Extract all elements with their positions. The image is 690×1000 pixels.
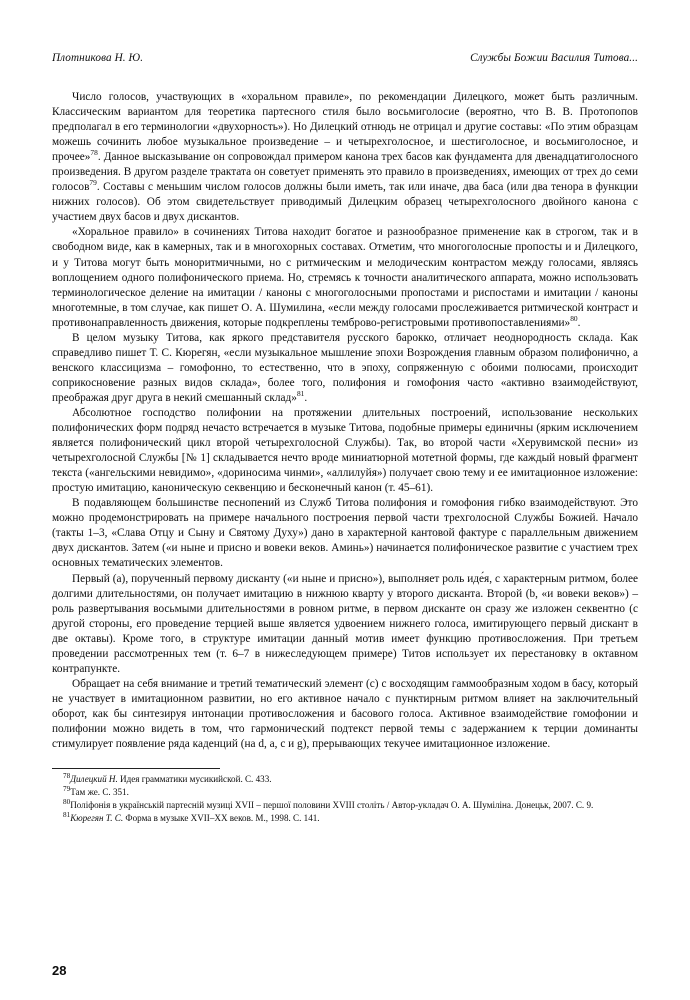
footnote-80-text: Поліфонія в українській партесній музиці XVII – першої половини XVIII століть / Автор-укладач О. А. Шуміліна. Донецьк, 2007. С. 9.	[70, 799, 594, 810]
footnote-78-text: Идея грамматики мусикийской. С. 433.	[117, 774, 272, 785]
footnotes	[52, 768, 638, 824]
paragraph-4: Абсолютное господство полифонии на протяжении длительных построений, использование нескольких полифонических форм подряд нечасто встречается в музыке Титова, подобные примеры единичны (ярким исключением является полифонический цикл второй четырехголосной Службы). Так, во второй части «Херувимской песни» из четырехголосной Службы [№ 1] складывается нечто вроде миниатюрной мотетной формы, где каждый новый фрагмент текста («ангельскими невидимо», «дориносима чинми», «аллилуйя») получает свою тему и ее имитационное изложение: простую имитацию, каноническую секвенцию и бесконечный канон (т. 45–61).	[52, 406, 638, 495]
footnote-marker-80: 80	[570, 313, 578, 323]
footnote-78	[52, 774, 638, 786]
running-head	[52, 52, 638, 64]
running-head-title: Службы Божии Василия Титова...	[470, 52, 638, 64]
footnote-79-number: 79	[63, 784, 71, 793]
footnote-81-number: 81	[63, 810, 71, 819]
footnote-separator	[52, 768, 220, 769]
footnote-81-text: Форма в музыке XVII–XX веков. М., 1998. С. 141.	[123, 812, 320, 823]
footnote-78-number: 78	[63, 772, 71, 781]
paragraph-6: Первый (a), порученный первому дисканту («и ныне и присно»), выполняет роль иде́я, с характерным ритмом, более долгими длительностями, он получает имитацию в нижнюю кварту у второго дисканта. Второй (b, «и вовеки веков») – роль развертывания восьмыми длительностями в ровном ритме, в первом дисканте он сразу же изложен секвентно (с другой стороны, его проведение терцией выше является удвоением нижнего голоса, имитирующего первый дискант в две октавы). Кроме того, в структуре имитации данный мотив имеет функцию противосложения. При третьем проведении рассмотренных тем (т. 6–7 в нижеследующем примере) Титов использует их перестановку в октавном контрапункте.	[52, 572, 638, 675]
paragraph-1-text: Число голосов, участвующих в «хоральном правиле», по рекомендации Дилецкого, может быть различным. Классическим вариантом для теоретика партесного стиля было восьмиголосие (вероятно, что В. В. Протопопов предполагал в его терминологии «двухорность»). Но Дилецкий отнюдь не отрицал и другие составы: «По этим образцам можешь сочинить любое музыкальное произведение – и четырехголосное, и шестиголосное, и восьмиголосное, и прочее»	[52, 91, 638, 164]
paragraph-1: Число голосов, участвующих в «хоральном правиле», по рекомендации Дилецкого, может быть различным. Классическим вариантом для теоретика партесного стиля было восьмиголосие (вероятно, что В. В. Протопопов предполагал в его терминологии «двухорность»). Но Дилецкий отнюдь не отрицал и другие составы: «По этим образцам можешь сочинить любое музыкальное произведение – и четырехголосное, и шестиголосное, и восьмиголосное, и прочее»$^{78}$. Данное высказывание он сопровождал примером канона трех басов как фундамента для двенадцатиголосного произведения. В другом разделе трактата он советует применять это правило в произведениях, имеющих от трех до семи голосов$^{79}$. Составы с меньшим числом голосов должны были иметь, так или иначе, два баса (или два тенора в функции нижних голосов). Об этом свидетельствует приводимый Дилецким образец четырехголосного двойного канона с участием двух басов и двух дискантов.	[52, 91, 638, 224]
footnote-80	[52, 797, 638, 812]
footnote-79-text: Там же. С. 351.	[70, 786, 129, 797]
paragraph-3: В целом музыку Титова, как яркого представителя русского барокко, отличает неоднородность склада. Как справедливо пишет Т. С. Кюрегян, «если музыкальное мышление эпохи Возрождения главным образом полифонично, а венского классицизма – гомофонно, то естественно, что в эпоху, сопряженную с обоими полюсами, происходит соприкосновение разных видов склада», более того, полифония и гомофония часто «активно взаимодействуют, преображая друг друга в некий смешанный склад»$^{81}$.	[52, 331, 638, 404]
footnote-80-number: 80	[63, 797, 71, 806]
running-head-author: Плотникова Н. Ю.	[52, 52, 144, 64]
footnote-81	[52, 810, 638, 825]
paragraph-7: Обращает на себя внимание и третий тематический элемент (c) с восходящим гаммообразным ходом в басу, который не участвует в имитационном развитии, но его активное начало с пунктирным ритмом влияет на заключительный оборот, как бы синтезируя интонации противосложения и басового голоса. Активное взаимодействие гомофонии и полифонии можно видеть в том, что гармонический подтекст первой темы с задержанием к терции доминанты стимулирует появление ряда каденций (на d, a, c и g), прерывающих текучее имитационное изложение.	[52, 677, 638, 751]
paragraph-5: В подавляющем большинстве песнопений из Служб Титова полифония и гомофония гибко взаимодействуют. Это можно продемонстрировать на примере начального построения первой части трехголосной Службы Божией. Начало (такты 1–3, «Слава Отцу и Сыну и Святому Духу») дано в характерной кантовой фактуре с параллельным движением двух дискантов. Затем («и ныне и присно и вовеки веков. Аминь») начинается полифоническое развитие с участием трех основных тематических элементов.	[52, 497, 638, 570]
footnote-78-author: Дилецкий Н.	[70, 774, 118, 785]
footnote-79	[52, 784, 638, 799]
footnote-marker-78: 78	[90, 148, 98, 158]
footnote-marker-81: 81	[296, 389, 305, 399]
footnote-marker-79: 79	[89, 178, 97, 188]
footnote-81-author: Кюрегян Т. С.	[70, 812, 124, 823]
body-text	[52, 90, 638, 752]
page-number: 28	[52, 963, 67, 978]
paragraph-2: «Хоральное правило» в сочинениях Титова находит богатое и разнообразное применение как в строгом, так и в свободном виде, как в камерных, так и в многохорных составах. Отметим, что многоголосные пропосты и и Дилецкого, и у Титова могут быть монoритмичными, но с ритмическим и мелодическим контрастом между голосами, являясь воплощением одного полифонического приема. Но, стремясь к точности аналитического аппарата, можно использовать терминологическое деление на имитации / каноны с многоголосными пропостами и риспостами и имитации / каноны многотемные, в том случае, как пишет О. А. Шумилина, «если между голосами прослеживается ритмической контраст и противонаправленность движения, которые подкреплены темброво-регистровыми противопоставлениями»$^{80}$.	[52, 226, 638, 329]
